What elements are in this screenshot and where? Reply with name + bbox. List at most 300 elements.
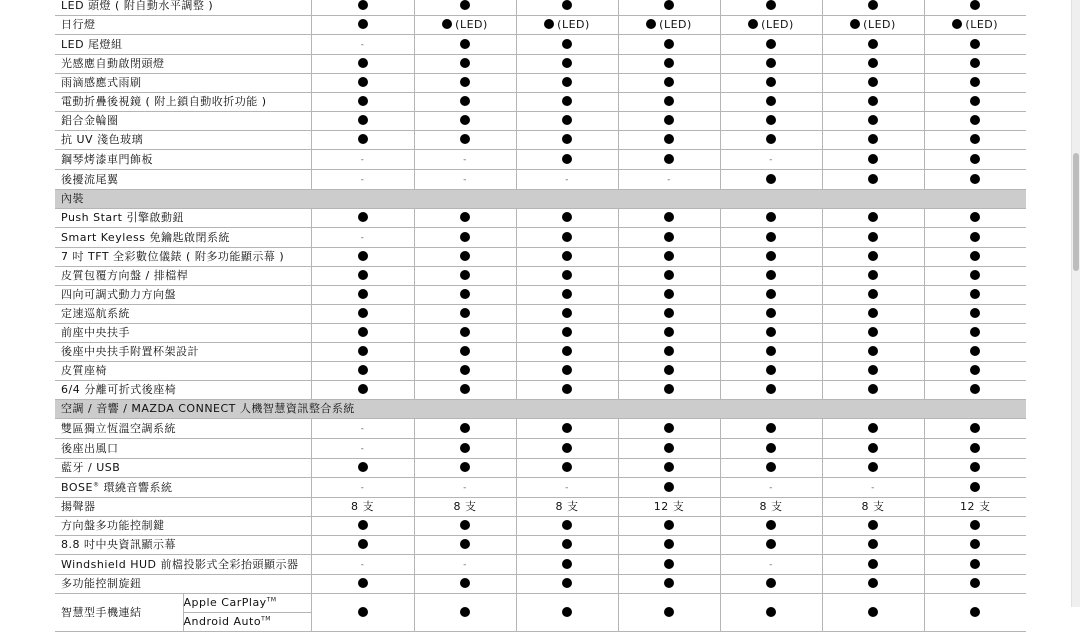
included-dot-icon — [562, 559, 572, 569]
included-dot-icon — [562, 212, 572, 222]
spec-value-cell — [924, 248, 1026, 267]
included-dot-icon — [460, 0, 470, 10]
spec-value-cell — [822, 555, 924, 575]
included-dot-icon — [664, 443, 674, 453]
included-dot-icon — [460, 346, 470, 356]
included-dot-icon — [358, 19, 368, 29]
included-dot-icon — [562, 607, 572, 617]
included-dot-icon — [868, 77, 878, 87]
spec-value-cell — [414, 419, 516, 439]
spec-value-cell — [618, 575, 720, 594]
spec-value-cell — [618, 16, 720, 35]
included-dot-icon — [868, 174, 878, 184]
feature-label — [55, 362, 311, 381]
spec-value-cell — [822, 575, 924, 594]
feature-label — [55, 55, 311, 74]
spec-value-cell — [414, 150, 516, 170]
included-dot-icon — [562, 96, 572, 106]
included-dot-icon — [868, 578, 878, 588]
spec-value-cell — [414, 0, 516, 16]
spec-value-cell — [414, 439, 516, 459]
spec-value-text: 8 支 — [453, 500, 477, 513]
spec-row — [55, 555, 1026, 575]
spec-value-cell — [311, 381, 414, 400]
spec-value-cell — [720, 74, 822, 93]
sub-feature-label — [183, 613, 311, 632]
spec-value-cell — [516, 381, 618, 400]
feature-tag: (LED) — [557, 18, 590, 31]
included-dot-icon — [766, 520, 776, 530]
feature-tag: (LED) — [863, 18, 896, 31]
spec-value-cell — [924, 286, 1026, 305]
spec-value-cell — [822, 419, 924, 439]
feature-tag: (LED) — [659, 18, 692, 31]
spec-value-cell — [516, 150, 618, 170]
spec-value-text: 8 支 — [351, 500, 374, 513]
included-dot-icon — [766, 58, 776, 68]
spec-value-cell — [822, 16, 924, 35]
spec-value-cell — [618, 362, 720, 381]
feature-label-text: LED 尾燈組 — [61, 37, 123, 51]
spec-value-cell — [720, 343, 822, 362]
not-available-dash: - — [360, 560, 365, 570]
included-dot-icon — [970, 443, 980, 453]
spec-value-cell — [618, 286, 720, 305]
section-title: 內裝 — [55, 190, 1026, 209]
included-dot-icon — [562, 289, 572, 299]
included-dot-icon — [766, 327, 776, 337]
spec-row — [55, 517, 1026, 536]
included-dot-icon — [868, 423, 878, 433]
feature-label-text: 後座中央扶手附置杯架設計 — [61, 345, 199, 358]
included-dot-icon — [460, 270, 470, 280]
spec-value-cell — [720, 536, 822, 555]
feature-label — [55, 381, 311, 400]
feature-label — [55, 478, 311, 498]
spec-value-cell — [924, 74, 1026, 93]
included-dot-icon — [562, 0, 572, 10]
included-dot-icon — [766, 539, 776, 549]
feature-label-rest: 環繞音響系統 — [99, 480, 173, 494]
spec-value-cell — [311, 209, 414, 228]
spec-value-cell — [414, 324, 516, 343]
not-available-dash: - — [360, 40, 365, 50]
sub-feature-label — [183, 594, 311, 613]
included-dot-icon — [664, 384, 674, 394]
feature-label-text: 前座中央扶手 — [61, 326, 130, 339]
included-dot-icon — [664, 539, 674, 549]
spec-value-cell — [924, 209, 1026, 228]
not-available-dash: - — [360, 444, 365, 454]
spec-value-cell — [311, 536, 414, 555]
included-dot-icon — [358, 270, 368, 280]
feature-label — [55, 439, 311, 459]
spec-value-cell — [720, 150, 822, 170]
feature-label-text: 後擾流尾翼 — [61, 172, 119, 186]
included-dot-icon — [664, 289, 674, 299]
spec-value-cell — [311, 517, 414, 536]
spec-value-cell — [720, 324, 822, 343]
spec-value-cell — [311, 286, 414, 305]
included-dot-icon — [460, 289, 470, 299]
feature-label-text: 方向盤多功能控制鍵 — [61, 519, 165, 532]
feature-label — [55, 459, 311, 478]
spec-value-cell — [822, 209, 924, 228]
feature-label — [55, 209, 311, 228]
feature-label-text: 多功能控制旋鈕 — [61, 577, 142, 590]
included-dot-icon — [766, 232, 776, 242]
not-available-dash: - — [463, 155, 467, 165]
feature-label — [55, 170, 311, 190]
spec-row — [55, 209, 1026, 228]
spec-value-cell — [924, 555, 1026, 575]
feature-label-text: 藍牙 / USB — [61, 461, 121, 474]
spec-value-cell — [414, 575, 516, 594]
included-dot-icon — [766, 174, 776, 184]
spec-value-cell — [516, 35, 618, 55]
included-dot-icon — [358, 251, 368, 261]
section-title: 空調 / 音響 / MAZDA CONNECT 人機智慧資訊整合系統 — [55, 400, 1026, 419]
feature-label — [55, 575, 311, 594]
included-dot-icon — [358, 327, 368, 337]
included-dot-icon — [460, 607, 470, 617]
included-dot-icon — [970, 346, 980, 356]
spec-value-cell — [924, 150, 1026, 170]
spec-value-cell — [924, 536, 1026, 555]
spec-value-cell — [618, 498, 720, 517]
spec-row — [55, 478, 1026, 498]
included-dot-icon — [664, 423, 674, 433]
included-dot-icon — [970, 77, 980, 87]
spec-value-cell — [822, 381, 924, 400]
not-available-dash: - — [769, 560, 773, 570]
spec-value-cell — [924, 517, 1026, 536]
included-dot-icon — [766, 115, 776, 125]
spec-value-text: 12 支 — [653, 500, 685, 513]
included-dot-icon — [664, 607, 674, 617]
feature-label — [55, 517, 311, 536]
included-dot-icon — [358, 212, 368, 222]
feature-label — [55, 419, 311, 439]
spec-value-cell — [516, 362, 618, 381]
spec-value-cell — [414, 459, 516, 478]
included-dot-icon — [766, 289, 776, 299]
spec-value-cell — [516, 170, 618, 190]
spec-value-cell — [618, 74, 720, 93]
spec-value-cell — [516, 267, 618, 286]
included-dot-icon — [358, 308, 368, 318]
spec-value-cell — [720, 419, 822, 439]
included-dot-icon — [562, 365, 572, 375]
included-dot-icon — [868, 607, 878, 617]
included-dot-icon — [460, 365, 470, 375]
included-dot-icon — [442, 19, 452, 29]
spec-value-cell — [311, 112, 414, 131]
spec-row — [55, 575, 1026, 594]
spec-value-cell — [822, 324, 924, 343]
spec-value-cell — [311, 267, 414, 286]
included-dot-icon — [970, 520, 980, 530]
spec-value-cell — [618, 517, 720, 536]
spec-value-cell — [311, 131, 414, 150]
included-dot-icon — [868, 96, 878, 106]
spec-table — [55, 0, 1026, 632]
spec-value-cell — [618, 55, 720, 74]
spec-value-cell — [924, 343, 1026, 362]
feature-label — [55, 536, 311, 555]
spec-value-cell — [822, 131, 924, 150]
feature-tag: (LED) — [965, 18, 999, 31]
feature-label-text: Windshield HUD 前檔投影式全彩抬頭顯示器 — [61, 557, 299, 571]
spec-value-cell — [720, 517, 822, 536]
spec-value-cell — [924, 575, 1026, 594]
spec-value-cell — [822, 112, 924, 131]
spec-value-cell — [516, 55, 618, 74]
spec-value-cell — [618, 478, 720, 498]
included-dot-icon — [562, 346, 572, 356]
spec-value-cell — [822, 536, 924, 555]
included-dot-icon — [460, 462, 470, 472]
spec-value-cell — [822, 93, 924, 112]
spec-row — [55, 286, 1026, 305]
spec-value-cell — [822, 55, 924, 74]
spec-value-cell — [516, 16, 618, 35]
included-dot-icon — [664, 462, 674, 472]
included-dot-icon — [766, 0, 776, 10]
included-dot-icon — [970, 96, 980, 106]
spec-value-cell — [414, 35, 516, 55]
included-dot-icon — [664, 251, 674, 261]
spec-value-cell — [516, 517, 618, 536]
included-dot-icon — [766, 462, 776, 472]
included-dot-icon — [970, 289, 980, 299]
included-dot-icon — [766, 251, 776, 261]
included-dot-icon — [664, 58, 674, 68]
feature-label — [55, 498, 311, 517]
not-available-dash: - — [360, 233, 365, 243]
spec-value-cell — [311, 459, 414, 478]
included-dot-icon — [766, 77, 776, 87]
spec-value-cell — [516, 439, 618, 459]
feature-label — [55, 286, 311, 305]
spec-value-cell — [720, 362, 822, 381]
feature-label — [55, 35, 311, 55]
spec-value-cell — [311, 439, 414, 459]
spec-value-cell — [618, 150, 720, 170]
included-dot-icon — [562, 327, 572, 337]
included-dot-icon — [358, 134, 368, 144]
spec-value-cell — [822, 478, 924, 498]
spec-value-text: 12 支 — [960, 500, 991, 513]
included-dot-icon — [664, 520, 674, 530]
spec-value-cell — [822, 170, 924, 190]
included-dot-icon — [460, 115, 470, 125]
spec-value-cell — [720, 305, 822, 324]
spec-value-cell — [924, 0, 1026, 16]
not-available-dash: - — [463, 560, 467, 570]
not-available-dash: - — [769, 155, 773, 165]
included-dot-icon — [970, 154, 980, 164]
feature-label-text: 抗 UV 淺色玻璃 — [61, 133, 144, 146]
spec-value-cell — [618, 267, 720, 286]
spec-value-cell — [311, 343, 414, 362]
feature-label-text: BOSE — [61, 480, 93, 494]
spec-value-cell — [720, 209, 822, 228]
sub-feature-name: Android Auto — [183, 615, 262, 628]
included-dot-icon — [766, 607, 776, 617]
spec-value-cell — [720, 170, 822, 190]
included-dot-icon — [868, 384, 878, 394]
included-dot-icon — [562, 270, 572, 280]
spec-value-text: 8 支 — [555, 500, 579, 513]
spec-value-cell — [311, 498, 414, 517]
included-dot-icon — [460, 423, 470, 433]
spec-value-cell — [414, 362, 516, 381]
scrollbar-thumb[interactable] — [1073, 153, 1079, 271]
not-available-dash: - — [565, 483, 569, 493]
included-dot-icon — [766, 308, 776, 318]
included-dot-icon — [868, 39, 878, 49]
spec-value-cell — [414, 93, 516, 112]
spec-value-cell — [516, 286, 618, 305]
spec-value-cell — [618, 555, 720, 575]
spec-value-cell — [924, 55, 1026, 74]
included-dot-icon — [460, 58, 470, 68]
included-dot-icon — [868, 270, 878, 280]
spec-value-cell — [618, 343, 720, 362]
spec-value-cell — [720, 498, 822, 517]
included-dot-icon — [868, 559, 878, 569]
spec-value-cell — [822, 498, 924, 517]
included-dot-icon — [868, 251, 878, 261]
spec-value-cell — [924, 35, 1026, 55]
feature-label-text: 日行燈 — [61, 18, 96, 31]
spec-value-cell — [311, 35, 414, 55]
feature-label-text: 6/4 分離可折式後座椅 — [61, 383, 177, 396]
spec-value-cell — [516, 209, 618, 228]
spec-value-cell — [720, 459, 822, 478]
included-dot-icon — [460, 39, 470, 49]
included-dot-icon — [544, 19, 554, 29]
spec-value-cell — [516, 0, 618, 16]
section-header-row — [55, 400, 1026, 419]
feature-label-text: 四向可調式動力方向盤 — [61, 288, 176, 301]
spec-value-cell — [720, 594, 822, 632]
spec-value-cell — [822, 517, 924, 536]
included-dot-icon — [970, 423, 980, 433]
spec-value-cell — [311, 228, 414, 248]
included-dot-icon — [664, 212, 674, 222]
included-dot-icon — [766, 212, 776, 222]
included-dot-icon — [562, 134, 572, 144]
spec-row — [55, 131, 1026, 150]
included-dot-icon — [358, 0, 368, 10]
feature-label — [55, 248, 311, 267]
included-dot-icon — [562, 443, 572, 453]
spec-value-cell — [311, 16, 414, 35]
spec-row — [55, 419, 1026, 439]
included-dot-icon — [460, 327, 470, 337]
not-available-dash: - — [769, 483, 773, 493]
spec-value-cell — [414, 536, 516, 555]
spec-value-cell — [516, 112, 618, 131]
feature-label — [55, 131, 311, 150]
included-dot-icon — [460, 96, 470, 106]
included-dot-icon — [868, 327, 878, 337]
included-dot-icon — [664, 134, 674, 144]
included-dot-icon — [970, 607, 980, 617]
spec-row — [55, 248, 1026, 267]
included-dot-icon — [766, 443, 776, 453]
included-dot-icon — [358, 462, 368, 472]
included-dot-icon — [970, 0, 980, 10]
included-dot-icon — [664, 0, 674, 10]
spec-value-cell — [516, 498, 618, 517]
included-dot-icon — [358, 58, 368, 68]
included-dot-icon — [562, 520, 572, 530]
feature-label-text: LED 頭燈 ( 附自動水平調整 ) — [61, 0, 214, 12]
spec-value-cell — [924, 170, 1026, 190]
feature-label-text: 雨滴感應式雨刷 — [61, 76, 142, 89]
spec-value-cell — [618, 381, 720, 400]
spec-value-cell — [311, 555, 414, 575]
included-dot-icon — [460, 251, 470, 261]
included-dot-icon — [664, 77, 674, 87]
spec-value-cell — [822, 343, 924, 362]
included-dot-icon — [766, 423, 776, 433]
included-dot-icon — [970, 308, 980, 318]
spec-row — [55, 362, 1026, 381]
spec-value-cell — [618, 170, 720, 190]
spec-value-cell — [720, 439, 822, 459]
included-dot-icon — [970, 270, 980, 280]
included-dot-icon — [358, 607, 368, 617]
vertical-scrollbar[interactable] — [1071, 0, 1080, 607]
feature-label-text: 鋁合金輪圈 — [61, 114, 119, 127]
included-dot-icon — [970, 251, 980, 261]
included-dot-icon — [970, 58, 980, 68]
spec-value-cell — [822, 439, 924, 459]
spec-value-cell — [516, 459, 618, 478]
spec-value-cell — [414, 74, 516, 93]
not-available-dash: - — [463, 483, 467, 493]
feature-label-text: 鋼琴烤漆車門飾板 — [61, 152, 153, 166]
spec-value-cell — [618, 419, 720, 439]
spec-value-cell — [924, 594, 1026, 632]
spec-value-cell — [618, 594, 720, 632]
spec-value-cell — [924, 362, 1026, 381]
included-dot-icon — [664, 559, 674, 569]
spec-value-cell — [720, 248, 822, 267]
not-available-dash: - — [871, 483, 875, 493]
included-dot-icon — [664, 578, 674, 588]
spec-value-text: 8 支 — [759, 500, 783, 513]
spec-value-cell — [414, 343, 516, 362]
not-available-dash: - — [565, 175, 569, 185]
included-dot-icon — [970, 174, 980, 184]
spec-value-cell — [414, 286, 516, 305]
included-dot-icon — [664, 96, 674, 106]
feature-label-text: 電動折疊後視鏡 ( 附上鎖自動收折功能 ) — [61, 95, 267, 108]
not-available-dash: - — [667, 175, 671, 185]
spec-value-cell — [822, 150, 924, 170]
spec-value-cell — [924, 381, 1026, 400]
spec-row — [55, 170, 1026, 190]
spec-value-cell — [414, 517, 516, 536]
spec-value-cell — [822, 267, 924, 286]
included-dot-icon — [562, 308, 572, 318]
included-dot-icon — [358, 77, 368, 87]
